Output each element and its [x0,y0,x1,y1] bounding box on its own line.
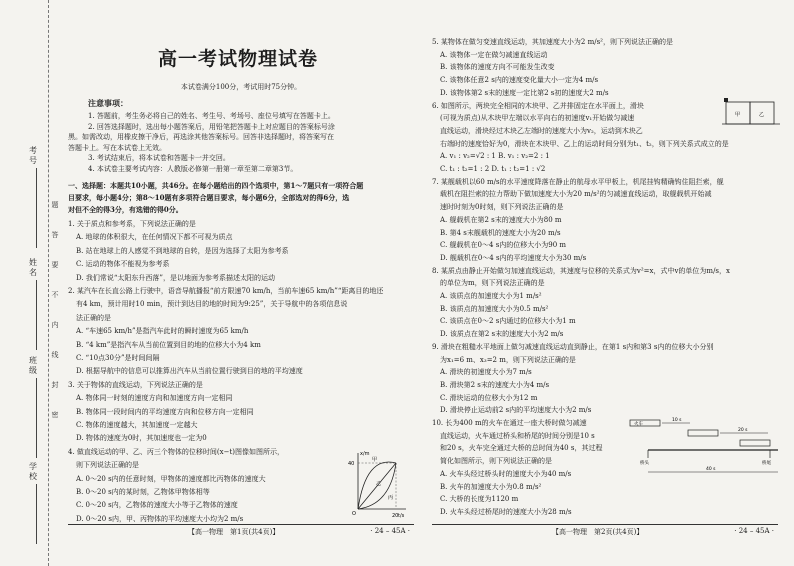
note-line: 2. 回答选择题时，选出每小题答案后，用铅笔把答题卡上对应题目的答案标号涂 [88,122,335,131]
graph-x-label: t/s [398,513,405,519]
slider-block [724,98,728,102]
question-right-line: 直线运动，火车通过桥头和桥尾的时间分别是10 s [440,431,595,440]
question-right-line: 和20 s，火车完全通过大桥的总时间为40 s，其过程 [440,444,603,453]
question-left-line: D. 我们常说“太阳东升西落”，是以地面为参考系描述太阳的运动 [76,273,275,282]
question-left-line: 3. 关于物体的直线运动，下列说法正确的是 [68,380,203,389]
question-left-line: C. 0～20 s内，乙物体的速度大小等于乙物体的速度 [76,501,238,510]
question-left-line: A. 0～20 s内的任意时刻，甲物体的速度都比丙物体的速度大 [76,474,266,483]
bridge-tail-label: 桥尾 [762,461,771,466]
question-right-line: D. 该物体第2 s末的速度一定比第2 s初的速度大2 m/s [440,88,609,97]
school-label: 学校 [29,462,37,481]
seal-line-text: 题答要不内线封密 [51,201,59,419]
exam-number-line [36,168,37,248]
question-left-line: B. 站在地球上的人感觉不到地球的自转，是因为选择了太阳为参考系 [76,246,289,255]
question-left-line: 法正确的是 [76,313,111,322]
question-right-line: C. 该物体任意2 s内的速度变化量大小一定为4 m/s [440,76,599,85]
page-2-footer [432,524,778,536]
footer-right-label: 【高一物理 第2页(共4页)】 [552,528,644,536]
train-label: 火车 [634,422,643,427]
graph-y-tick: 40 [348,461,355,467]
graph-y-label: x/m [360,451,370,457]
question-right-line: 载机在阻拦索的拉力帮助下做加速度大小为20 m/s²的匀减速直线运动，取舰载机开始减 [440,190,712,199]
question-right-line: A. v₁ : v₂=√2 : 1 B. v₁ : v₂=2 : 1 [440,152,550,161]
bridge-head-label: 桥头 [640,461,649,466]
question-right-line: 直线运动，滑块经过木块乙左端时的速度大小为v₂，运动到木块乙 [440,126,643,135]
question-left-line: 4. 做直线运动的甲、乙、丙三个物体的位移时间(x−t)图像如图所示， [68,447,284,456]
note-line: 1. 答题前，考生务必将自己的姓名、考生号、考场号、座位号填写在答题卡上。 [88,112,335,120]
block-jia-label: 甲 [735,112,741,118]
label-yi: 乙 [376,481,382,487]
question-right-line: A. 舰载机在第2 s末的速度大小为80 m [440,215,562,224]
question-right-line: A. 该物体一定在做匀减速直线运动 [440,50,548,59]
question-left-line: B. “4 km”是指汽车从当前位置到目的地的位移大小为4 km [76,340,261,349]
name-label: 姓名 [29,258,37,277]
question-right-line: 9. 滑块在粗糙水平地面上做匀减速直线运动直到静止，在第1 s内和第3 s内的位移大小分别 [432,342,714,351]
school-line [36,484,37,544]
question-right-line: B. 滑块第2 s末的速度大小为4 m/s [440,380,550,389]
footer-left-code: · 24 – 45A · [370,527,410,535]
question-right-line: 简化如图所示，则下列说法正确的是 [440,457,552,466]
blocks-figure [722,92,780,128]
question-right-line: (可视为质点)从木块甲左端以水平向右的初速度v₁开始做匀减速 [440,114,635,123]
section1-line: 对但不全的得3分，有选错的得0分。 [68,205,183,214]
time-40s: 40 s [706,467,716,472]
block-yi-label: 乙 [759,112,765,118]
question-right-line: B. 该质点的加速度大小为0.5 m/s² [440,304,549,313]
class-line [36,378,37,458]
exam-page-2 [432,0,784,566]
xt-graph [344,447,410,519]
question-right-line: 速时时刻为0时刻，则下列说法正确的是 [440,203,564,212]
question-right-line: 右端时的速度恰好为0，滑块在木块甲、乙上的运动时间分别为t₁、t₂，则下列关系式成立的是 [440,139,729,148]
question-right-line: B. 该物体的速度方向不可能发生改变 [440,63,555,72]
name-line [36,280,37,350]
question-right-line: 6. 如图所示，两块完全相同的木块甲、乙并排固定在水平面上，滑块 [432,101,644,110]
question-left-line: D. 物体的速度为0时，其加速度也一定为0 [76,434,207,443]
intro-line: 本试卷满分100分，考试用时75分钟。 [180,83,302,91]
question-right-line: A. 该质点的加速度大小为1 m/s² [440,292,542,300]
question-right-line: C. t₁ : t₂=1 : 2 D. t₁ : t₂=1 : √2 [440,165,546,173]
page-1-footer [68,524,414,536]
question-left-line: 则下列说法正确的是 [76,461,139,470]
note-line: 3. 考试结束后，将本试卷和答题卡一并交回。 [88,154,230,162]
note-line: 4. 本试卷主要考试内容：人教版必修第一册第一章至第二章第3节。 [88,164,298,173]
class-label: 班级 [29,356,37,375]
section1-line: 目要求，每小题4分；第8～10题有多项符合题目要求，每小题6分，全部选对的得6分，选 [68,193,350,202]
question-left-line: C. “10点30分”是时间间隔 [76,354,160,362]
notes-heading: 注意事项： [88,99,128,108]
question-right-line: C. 大桥的长度为1120 m [440,495,519,504]
question-right-line: C. 滑块运动的位移大小为12 m [440,393,538,402]
note-line: 黑。如需改动，用橡皮擦干净后，再选涂其他答案标号。回答非选择题时，将答案写在 [68,133,334,141]
question-right-line: C. 舰载机在0～4 s内的位移大小为90 m [440,241,567,250]
question-left-line: 2. 某汽车在长直公路上行驶中，语音导航播报“前方限速70 km/h，当前车速65 km/h”“距离目的地还 [68,287,384,295]
question-left-line: D. 0～20 s内，甲、丙物体的平均速度大小均为2 m/s [76,514,244,523]
train-shape-2 [688,430,718,436]
question-left-line: D. 根据导航中的信息可以推算出汽车从当前位置行驶到目的地的平均速度 [76,367,303,376]
question-right-line: D. 该质点在第2 s末的速度大小为2 m/s [440,330,564,339]
question-right-line: C. 该质点在0～2 s内通过的位移大小为1 m [440,317,576,326]
label-bing: 丙 [388,495,394,501]
question-right-line: 5. 某物体在做匀变速直线运动，其加速度大小为2 m/s²，则下列说法正确的是 [432,38,673,46]
exam-number-label: 考号 [29,146,37,165]
question-right-line: 的单位为m，则下列说法正确的是 [440,279,545,288]
time-20s: 20 s [738,428,748,433]
question-left-line: C. 物体的速度越大，其加速度一定越大 [76,421,198,429]
note-line: 答题卡上。写在本试卷上无效。 [68,143,166,152]
question-right-line: A. 滑块的初速度大小为7 m/s [440,368,532,377]
question-right-line: D. 舰载机在0～4 s内的平均速度大小为30 m/s [440,253,587,262]
question-left-line: B. 0～20 s内的某时刻，乙物体甲物体相等 [76,488,210,496]
time-10s: 10 s [672,418,682,423]
question-right-line: 8. 某质点由静止开始做匀加速直线运动，其速度与位移的关系式为v²=x，式中v的单位为m/s，x [432,266,730,275]
graph-x-tick: 20 [392,513,399,519]
train-bridge-figure [628,414,784,484]
graph-origin: O [352,511,356,517]
question-left-line: 1. 关于质点和参考系，下列说法正确的是 [68,220,196,228]
question-left-line: B. 物体同一段时间内的平均速度方向和位移方向一定相同 [76,407,254,416]
exam-title: 高一考试物理试卷 [157,48,318,70]
question-right-line: D. 滑块停止运动前2 s内的平均速度大小为2 m/s [440,406,592,415]
question-left-line: 有4 km，预计用时10 min，预计到达目的地的时间为9:25”，关于导航中的各项信息说 [76,300,348,309]
label-jia: 甲 [372,457,378,463]
section1-line: 一、选择题：本题共10小题，共46分。在每小题给出的四个选项中，第1～7题只有一项符合题 [68,181,364,190]
question-left-line: A. 地球的体积很大，在任何情况下都不可视为质点 [76,233,233,242]
question-right-line: B. 火车的加速度大小为0.8 m/s² [440,482,542,491]
question-right-line: 10. 长为400 m的火车在通过一座大桥时做匀减速 [432,419,587,427]
question-right-line: B. 第4 s末舰载机的速度大小为20 m/s [440,228,561,237]
question-right-line: D. 火车头经过桥尾时的速度大小为28 m/s [440,507,572,516]
question-left-line: A. 物体同一时刻的速度方向和加速度方向一定相同 [76,394,233,403]
question-left-line: A. “车速65 km/h”是指汽车此时的瞬时速度为65 km/h [76,327,249,336]
question-right-line: A. 火车头经过桥头时的速度大小为40 m/s [440,469,572,478]
train-shape-3 [740,440,770,446]
question-right-line: 7. 某舰载机以60 m/s的水平速度降落在静止的航母水平甲板上，机尾挂钩精确钩住阻拦索，舰 [432,177,724,186]
footer-right-code: · 24 – 45A · [734,527,774,535]
binding-margin [0,0,49,566]
exam-page-1 [68,0,416,566]
footer-left-label: 【高一物理 第1页(共4页)】 [188,528,280,536]
question-right-line: 为x₁=6 m、x₃=2 m，则下列说法正确的是 [440,355,576,364]
question-left-line: C. 运动的物体不能视为参考系 [76,260,170,269]
